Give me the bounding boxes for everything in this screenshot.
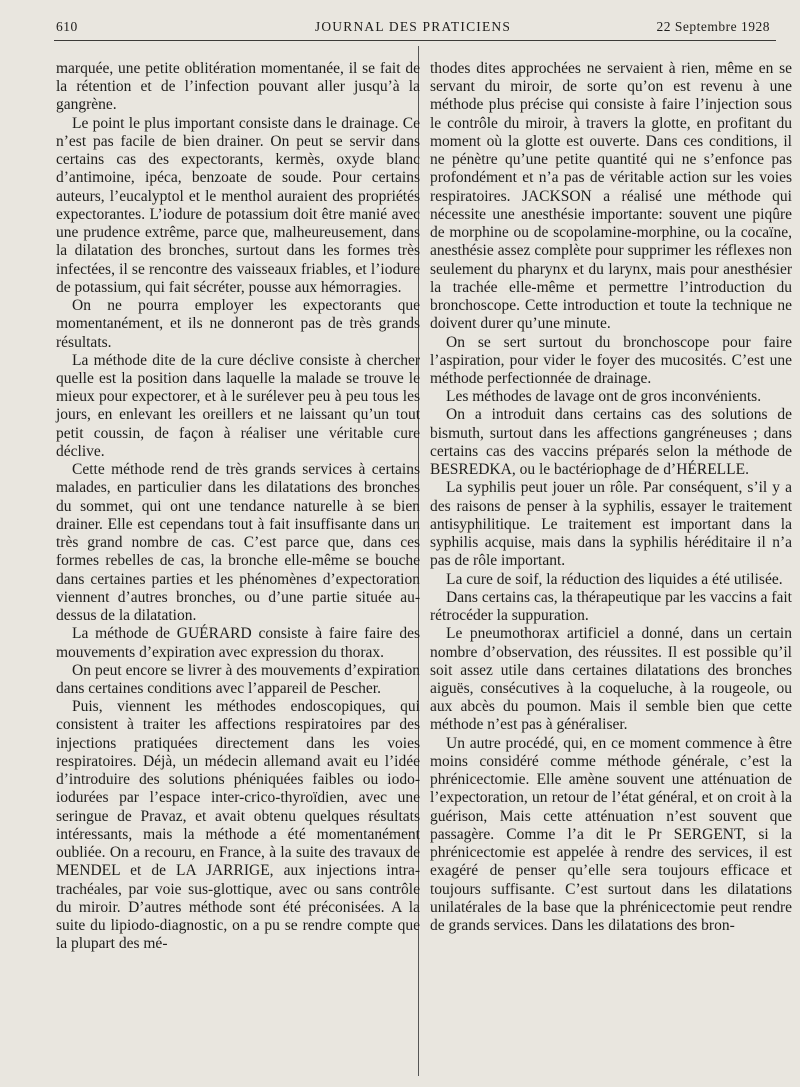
paragraph: Dans certains cas, la thérapeutique par les vaccins a fait rétrocéder la suppuration. [430,588,792,625]
paragraph: Les méthodes de lavage ont de gros inconvénients. [446,388,762,406]
page-number: 610 [56,19,78,34]
paragraph: Le point le plus important consiste dans le drainage. Ce n’est pas facile de bien drainer. On peut se servir dans certains cas des expectorants, kermès, oxyde blanc d’antimoine, ipéca, benzoate de soude. Pour certains auteurs, l’eucalyptol et le menthol auraient des propriétés expectorantes. L’iodure de potassium doit être manié avec une prudence extrême, parce que, malheureusement, dans la dilatation des bronches, surtout dans les formes très infectées, il se rencontre des vaisseaux friables, et l’iodure de potassium, qui fait sécréter, pousse aux hémorragies. [56,114,420,296]
page-header [56,19,770,39]
paragraph: On peut encore se livrer à des mouvements d’expiration dans certaines conditions avec l’appareil de Pescher. [56,661,420,697]
paragraph: La méthode dite de la cure déclive consiste à chercher quelle est la position dans laquelle la malade se trouve le mieux pour expectorer, et à le surélever peu à peu tous les jours, en enlevant les oreillers et ne laissant qu’un tout petit coussin, de façon à réaliser une véritable cure déclive. [56,351,420,460]
paragraph: Un autre procédé, qui, en ce moment commence à être moins considéré comme méthode générale, c’est la phrénicectomie. Elle amène souvent une atténuation de l’expectoration, un retour de l’état général, et on croit à la guérison, Mais cette atténuation n’est souvent que passagère. Comme l’a dit le Pr SERGENT, si la phrénicectomie est appelée à rendre des services, il est exagéré de penser qu’elle sera toujours efficace et toujours suffisante. C’est surtout dans les dilatations unilatérales de la base que la phrénicectomie peut rendre de grands services. Dans les dilatations des bron- [430,734,792,935]
paragraph: thodes dites approchées ne servaient à rien, même en se servant du miroir, de sorte qu’on est revenu à une méthode plus précise qui consiste à faire l’injection sous le contrôle du miroir, à travers la glotte, en profitant du moment où la glotte est ouverte. Dans ces conditions, il ne pénètre qu’une petite quantité qui ne s’enfonce pas profondément et n’a pas de véritable action sur les voies respiratoires. JACKSON a réalisé une méthode qui nécessite une anesthésie importante: souvent une piqûre de morphine ou de scopolamine-morphine, ou la cocaïne, anesthésie assez complète pour supprimer les réflexes non seulement du pharynx et du larynx, mais pour anesthésier la trachée elle-même et permettre l’introduction du bronchoscope. Cette introduction et toute la technique ne doivent durer qu’une minute. [430,60,792,333]
paragraph: Cette méthode rend de très grands services à certains malades, en particulier dans les dilatations des bronches du sommet, qui ont une tendance naturelle à se bien drainer. Elle est cependans tout à fait insuffisante dans un très grand nombre de cas. C’est parce que, dans ces formes rebelles de cas, la bronche elle-même se bouche dans certaines parties et les phénomènes d’expectoration viennent d’autres bronches, ou d’une partie située au-dessus de la dilatation. [56,461,420,625]
paragraph: On se sert surtout du bronchoscope pour faire l’aspiration, pour vider le foyer des mucosités. C’est une méthode perfectionnée de drainage. [430,333,792,387]
paragraph: marquée, une petite oblitération momentanée, il se fait de la rétention et de l’infection pouvant aller jusqu’à la gangrène. [56,60,420,114]
journal-title: JOURNAL DES PRATICIENS [314,19,512,34]
paragraph: La cure de soif, la réduction des liquides a été utilisée. [446,570,783,588]
header-rule [54,40,776,41]
issue-date: 22 Septembre 1928 [656,19,770,34]
paragraph: On a introduit dans certains cas des solutions de bismuth, surtout dans les affections gangréneuses ; dans certains cas des vaccins préparés selon la méthode de BESREDKA, ou le bactériophage de d’HÉRELLE. [430,406,792,479]
paragraph: Puis, viennent les méthodes endoscopiques, qui consistent à traiter les affections respiratoires par des injections pratiquées directement dans les voies respiratoires. Déjà, un médecin allemand avait eu l’idée d’introduire des solutions phéniquées faibles ou iodo-iodurées par l’espace inter-crico-thyroïdien, avec une seringue de Pravaz, et avait obtenu quelques résultats intéressants, mais la méthode a été momentanément oubliée. On a recouru, en France, à la suite des travaux de MENDEL et de LA JARRIGE, aux injections intra-trachéales, par voie sus-glottique, avec ou sans contrôle du miroir. D’autres méthode sont été préconisées. A la suite du lipiodo-diagnostic, on a pu se rendre compte que la plupart des mé- [56,698,420,953]
left-column [56,60,420,953]
paragraph: Le pneumothorax artificiel a donné, dans un certain nombre d’observation, des réussites. Il est possible qu’il soit assez utile dans certaines dilatations des bronches aiguës, consécutives à la coqueluche, à la rougeole, ou aux abcès du poumon. Mais il semble bien que cette méthode n’est pas à généraliser. [430,625,792,734]
paragraph: La syphilis peut jouer un rôle. Par conséquent, s’il y a des raisons de penser à la syphilis, essayer le traitement antisyphilitique. Le traitement est important dans la syphilis acquise, mais dans la syphilis héréditaire il n’a pas de rôle important. [430,479,792,570]
paragraph: La méthode de GUÉRARD consiste à faire faire des mouvements d’expiration avec expression du thorax. [56,625,420,661]
right-column [430,60,792,935]
paragraph: On ne pourra employer les expectorants que momentanément, et ils ne donneront pas de très grands résultats. [56,297,420,351]
